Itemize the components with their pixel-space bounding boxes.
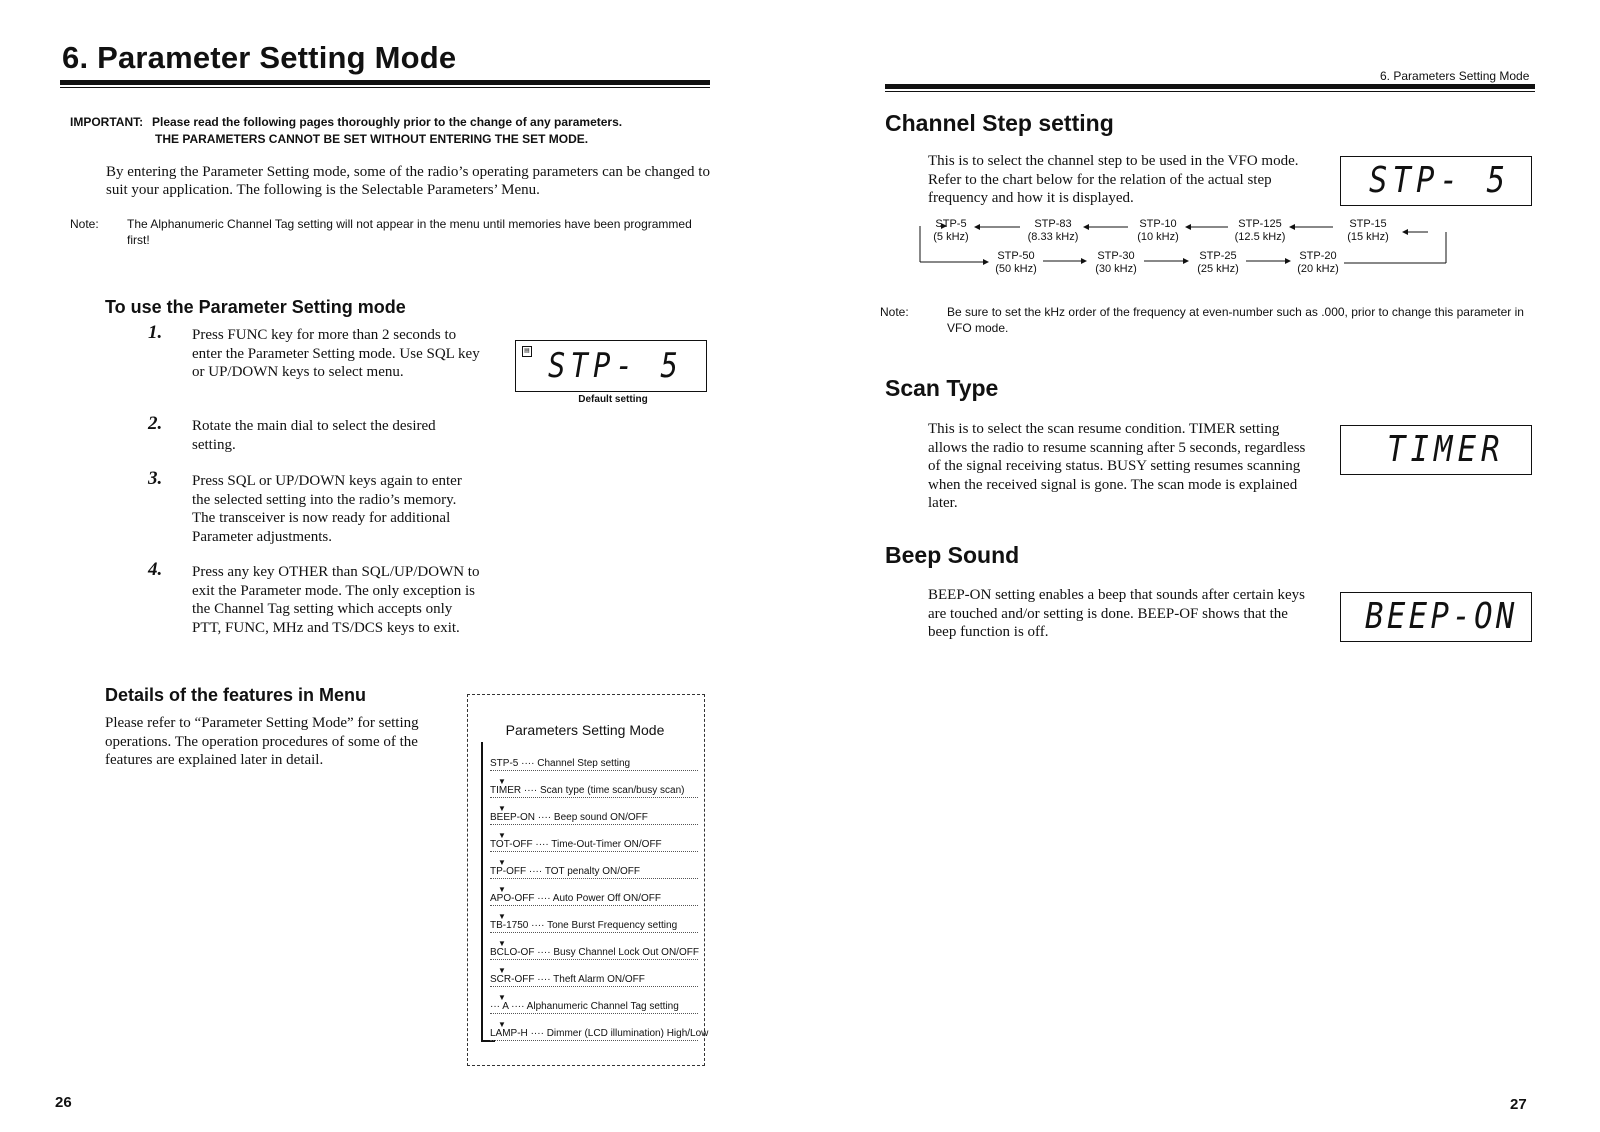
step-bottom-item: STP-25 (25 kHz) xyxy=(1197,250,1239,275)
note-label: Note: xyxy=(880,305,909,319)
details-paragraph: Please refer to “Parameter Setting Mode” for setting operations. The operation procedures of some of the features are explained later in detail. xyxy=(105,715,419,768)
step-top-item: STP-125 (12.5 kHz) xyxy=(1234,218,1286,243)
step-bottom-item: STP-30 (30 kHz) xyxy=(1095,250,1137,275)
menu-diagram-title: Parameters Setting Mode xyxy=(505,722,665,738)
note-left xyxy=(70,216,710,248)
use-mode-heading: To use the Parameter Setting mode xyxy=(105,297,406,317)
menu-item: ▼ BEEP-ON ···· Beep sound ON/OFF xyxy=(490,812,698,825)
step-sequence-chart xyxy=(918,218,1463,278)
menu-item: ▼ SCR-OFF ···· Theft Alarm ON/OFF xyxy=(490,974,698,987)
default-setting-caption: Default setting xyxy=(578,394,648,405)
page-number-left: 26 xyxy=(55,1094,72,1111)
menu-loop-line xyxy=(481,742,483,1042)
step-text: Rotate the main dial to select the desired setting. xyxy=(192,418,436,453)
lcd-text: BEEP-ON xyxy=(1365,596,1518,637)
menu-item: ▼ ··· A ···· Alphanumeric Channel Tag setting xyxy=(490,1001,698,1014)
important-notice xyxy=(70,114,622,148)
lcd-text: STP- 5 xyxy=(1369,160,1511,201)
memory-icon: ▤ xyxy=(522,346,532,357)
step-top-item: STP-83 (8.33 kHz) xyxy=(1027,218,1079,243)
beep-sound-heading: Beep Sound xyxy=(885,542,1020,568)
step-bottom-item: STP-50 (50 kHz) xyxy=(995,250,1037,275)
lcd-display-default xyxy=(515,340,707,392)
title-rule xyxy=(60,80,710,85)
step-number: 4. xyxy=(148,559,163,580)
intro-paragraph: By entering the Parameter Setting mode, some of the radio’s operating parameters can be changed to suit your application. The following is the Selectable Parameters’ Menu. xyxy=(106,164,710,198)
lcd-text: TIMER xyxy=(1387,429,1505,470)
menu-item: ▼ BCLO-OF ···· Busy Channel Lock Out ON/OFF xyxy=(490,939,699,958)
step-text: Press FUNC key for more than 2 seconds to enter the Parameter Setting mode. Use SQL key or UP/DOWN keys to select menu. xyxy=(192,327,480,380)
scan-type-paragraph: This is to select the scan resume condition. TIMER setting allows the radio to resume scanning after 5 seconds, regardless of the signal receiving status. BUSY setting resumes scanning when the received signal is gone. The scan mode is explained later. xyxy=(928,421,1306,511)
important-line-2: THE PARAMETERS CANNOT BE SET WITHOUT ENTERING THE SET MODE. xyxy=(155,132,589,146)
beep-sound-paragraph: BEEP-ON setting enables a beep that sounds after certain keys are touched and/or setting is done. BEEP-OF shows that the beep function is off. xyxy=(928,587,1305,640)
step-1 xyxy=(148,322,483,382)
step-top-item: STP-5 (5 kHz) xyxy=(933,218,969,243)
lcd-text: STP- 5 xyxy=(548,346,684,386)
step-4 xyxy=(148,559,483,637)
step-number: 2. xyxy=(148,413,163,434)
note-right xyxy=(880,304,1530,336)
step-top-item: STP-15 (15 kHz) xyxy=(1347,218,1389,243)
lcd-display-beep xyxy=(1340,592,1532,642)
menu-item: ▼ LAMP-H ···· Dimmer (LCD illumination) High/Low xyxy=(490,1020,709,1039)
lcd-display-scan xyxy=(1340,425,1532,475)
header-rule-thin xyxy=(885,91,1535,92)
menu-item: ▼ TOT-OFF ···· Time-Out-Timer ON/OFF xyxy=(490,839,698,852)
menu-item: ▼ TB-1750 ···· Tone Burst Frequency setting xyxy=(490,920,698,933)
step-text: Press SQL or UP/DOWN keys again to enter the selected setting into the radio’s memory. The transceiver is now ready for additional Parameter adjustments. xyxy=(192,473,462,545)
page-number-right: 27 xyxy=(1510,1096,1527,1113)
important-line-1: Please read the following pages thoroughly prior to the change of any parameters. xyxy=(152,115,623,129)
step-2 xyxy=(148,413,483,454)
channel-step-heading: Channel Step setting xyxy=(885,110,1114,136)
title-rule-thin xyxy=(60,87,710,88)
running-header: 6. Parameters Setting Mode xyxy=(1380,69,1530,83)
step-top-item: STP-10 (10 kHz) xyxy=(1137,218,1179,243)
step-number: 1. xyxy=(148,322,163,343)
lcd-display-step xyxy=(1340,156,1532,206)
menu-item: ▼ TIMER ···· Scan type (time scan/busy scan) xyxy=(490,785,698,798)
note-text: Be sure to set the kHz order of the frequency at even-number such as .000, prior to change this parameter in VFO mode. xyxy=(947,305,1524,335)
channel-step-paragraph: This is to select the channel step to be used in the VFO mode. Refer to the chart below for the relation of the actual step frequency and how it is displayed. xyxy=(928,153,1299,206)
scan-type-heading: Scan Type xyxy=(885,375,999,401)
step-text: Press any key OTHER than SQL/UP/DOWN to exit the Parameter mode. The only exception is the Channel Tag setting which accepts only PTT, FUNC, MHz and TS/DCS keys to exit. xyxy=(192,564,480,636)
note-label: Note: xyxy=(70,217,99,231)
page-title: 6. Parameter Setting Mode xyxy=(62,40,457,75)
note-text: The Alphanumeric Channel Tag setting will not appear in the menu until memories have been programmed first! xyxy=(127,217,692,247)
menu-item: ▼ TP-OFF ···· TOT penalty ON/OFF xyxy=(490,866,698,879)
step-number: 3. xyxy=(148,468,163,489)
header-rule xyxy=(885,84,1535,89)
menu-item: STP-5 ···· Channel Step setting xyxy=(490,758,698,771)
menu-item: ▼ APO-OFF ···· Auto Power Off ON/OFF xyxy=(490,893,698,906)
important-label: IMPORTANT: xyxy=(70,115,144,129)
details-heading: Details of the features in Menu xyxy=(105,685,367,705)
step-3 xyxy=(148,468,483,546)
step-bottom-item: STP-20 (20 kHz) xyxy=(1297,250,1339,275)
